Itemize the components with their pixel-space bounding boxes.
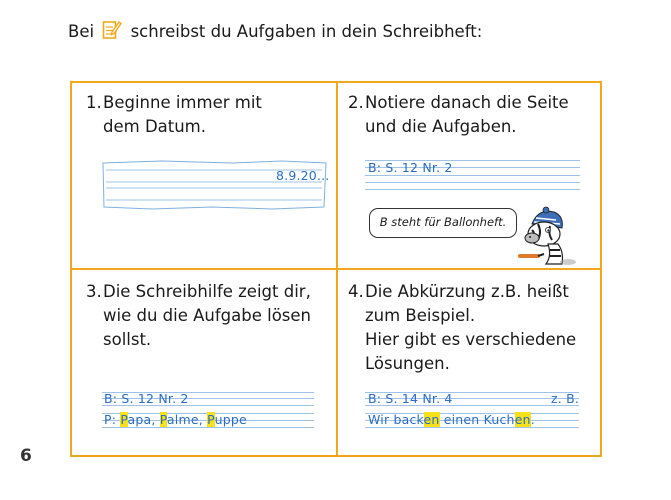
instruction-cell-2 [348, 91, 569, 139]
example-sentence-handwriting [368, 412, 535, 427]
notebook-strip-date [102, 160, 330, 208]
speech-bubble-text: B steht für Ballonheft. [379, 215, 507, 229]
highlighted-ending: en [423, 412, 440, 427]
date-handwriting: 8.9.20... [276, 168, 330, 183]
cell-number: 4. [348, 282, 364, 301]
cell-number: 1. [86, 93, 102, 112]
sentence-part: . [530, 412, 535, 427]
example-prefix: P: [104, 412, 121, 427]
notebook-pencil-icon [102, 19, 122, 48]
cell-text-line: Die Abkürzung z.B. heißt [365, 282, 569, 301]
intro-text-after: schreibst du Aufgaben in dein Schreibheft: [130, 22, 483, 41]
cell-text-line: Beginne immer mit [103, 93, 262, 112]
page-number: 6 [20, 446, 32, 466]
example-word-rest: uppe [214, 412, 247, 427]
grid-divider-horizontal [72, 268, 600, 270]
cell-text-line: zum Beispiel. [365, 306, 476, 325]
cell-text-line: und die Aufgaben. [365, 117, 517, 136]
instruction-cell-3 [86, 280, 311, 352]
cell-text-line: dem Datum. [103, 117, 207, 136]
example-word-rest: apa, [127, 412, 160, 427]
cell-text-line: Notiere danach die Seite [365, 93, 569, 112]
cell-text-line: sollst. [103, 330, 152, 349]
zebra-mascot-illustration [518, 206, 582, 268]
sentence-part: Wir back [368, 412, 424, 427]
book-reference-handwriting: B: S. 12 Nr. 2 [368, 160, 453, 175]
example-word-rest: alme, [166, 412, 208, 427]
sentence-part: einen Kuch [439, 412, 515, 427]
cell-number: 2. [348, 93, 364, 112]
cell-number: 3. [86, 282, 102, 301]
cell-text-line: Hier gibt es verschiedene [365, 330, 577, 349]
intro-text-before: Bei [68, 22, 95, 41]
notebook-lines-cell-2 [365, 158, 580, 192]
instruction-cell-1 [86, 91, 262, 139]
instruction-cell-4 [348, 280, 576, 376]
cell-text-line: Lösungen. [365, 354, 450, 373]
highlighted-letter: P [207, 412, 215, 427]
cell-text-line: wie du die Aufgabe lösen [103, 306, 311, 325]
speech-bubble [369, 208, 517, 238]
cell-text-line: Die Schreibhilfe zeigt dir, [103, 282, 311, 301]
highlighted-letter: P [120, 412, 128, 427]
book-reference-handwriting: B: S. 12 Nr. 2 [104, 391, 189, 406]
book-reference-handwriting: B: S. 14 Nr. 4 [368, 391, 453, 406]
highlighted-letter: P [159, 412, 167, 427]
highlighted-ending: en [514, 412, 531, 427]
notebook-lines-cell-3 [102, 390, 314, 430]
intro-sentence [68, 19, 482, 48]
notebook-lines-cell-4 [365, 390, 579, 430]
example-words-handwriting [104, 412, 247, 427]
zb-abbreviation: z. B. [551, 391, 580, 406]
